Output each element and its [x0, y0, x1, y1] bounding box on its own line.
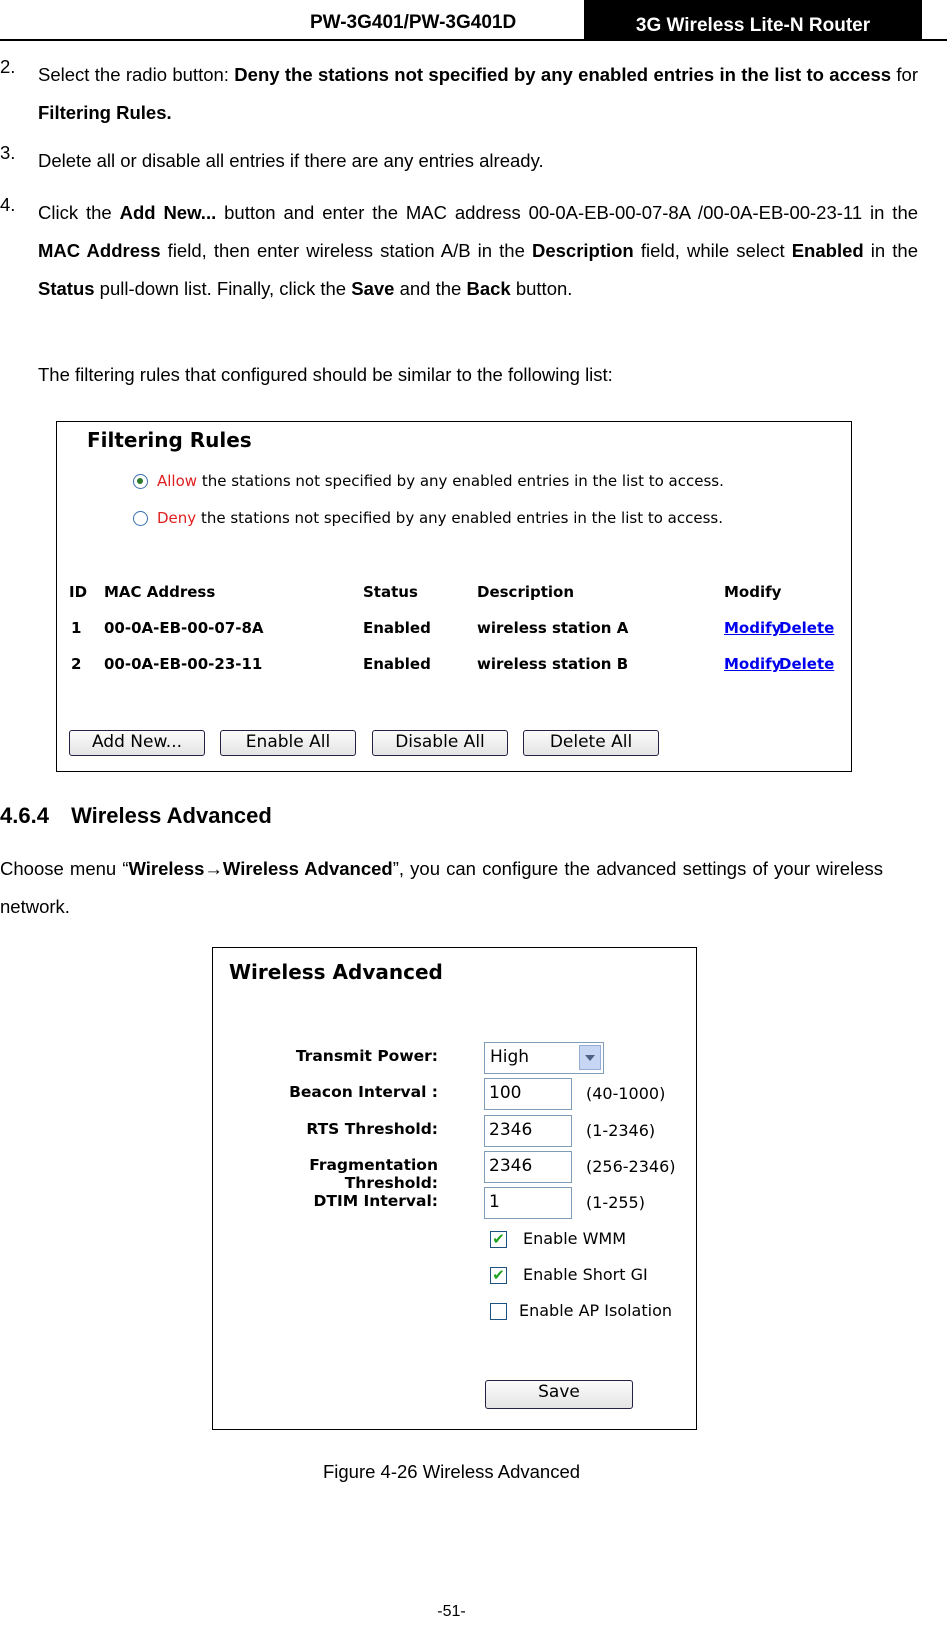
col-header-status: Status — [363, 583, 418, 601]
transmit-power-value: High — [490, 1047, 530, 1067]
deny-radio-label — [157, 509, 723, 527]
row2-status: Enabled — [363, 655, 431, 673]
step-text-part: pull-down list. Finally, click the — [94, 278, 352, 299]
chevron-down-icon[interactable] — [579, 1045, 601, 1070]
allow-word: Allow — [157, 472, 198, 490]
row1-mac: 00-0A-EB-00-07-8A — [104, 619, 264, 637]
after-steps-text: The filtering rules that configured should be similar to the following list: — [38, 364, 613, 385]
allow-rest: the stations not specified by any enabled entries in the list to access. — [197, 472, 724, 490]
fragmentation-threshold-input[interactable]: 2346 — [484, 1151, 572, 1183]
col-header-description: Description — [477, 583, 575, 601]
step-body — [38, 142, 918, 180]
step-text-part: MAC Address — [38, 240, 161, 261]
row1-modify-link[interactable]: Modify — [724, 619, 782, 637]
fragmentation-threshold-label: Fragmentation Threshold: — [309, 1156, 438, 1192]
save-button[interactable]: Save — [485, 1380, 633, 1409]
enable-short-gi-label: Enable Short GI — [523, 1265, 648, 1284]
step-body — [38, 194, 918, 308]
beacon-interval-label: Beacon Interval : — [289, 1083, 438, 1101]
section-number: 4.6.4 — [0, 803, 49, 828]
product-name: 3G Wireless Lite-N Router — [584, 0, 922, 40]
intro-paragraph — [0, 850, 883, 926]
add-new-button[interactable]: Add New... — [69, 730, 205, 756]
delete-all-button[interactable]: Delete All — [523, 730, 659, 756]
step-text-part: field, while select — [633, 240, 792, 261]
filtering-rules-title: Filtering Rules — [87, 428, 252, 452]
deny-word: Deny — [157, 509, 197, 527]
row1-status: Enabled — [363, 619, 431, 637]
enable-short-gi-checkbox[interactable]: ✔ — [490, 1267, 507, 1284]
transmit-power-select[interactable] — [484, 1042, 604, 1074]
step-text-part: Filtering Rules. — [38, 102, 172, 123]
step-text-part: button. — [510, 278, 573, 299]
enable-ap-isolation-label: Enable AP Isolation — [519, 1301, 673, 1320]
filtering-rules-panel — [56, 421, 852, 772]
rts-threshold-range: (1-2346) — [586, 1121, 656, 1140]
step-text-part: field, then enter wireless station A/B in the — [160, 240, 532, 261]
enable-all-button[interactable]: Enable All — [220, 730, 356, 756]
allow-radio-label — [157, 472, 724, 490]
beacon-interval-range: (40-1000) — [586, 1084, 666, 1103]
model-name: PW-3G401/PW-3G401D — [310, 12, 517, 33]
step-text-part: for — [891, 64, 918, 85]
step-text-part: and the — [394, 278, 467, 299]
intro-menu-1: Wireless — [128, 858, 205, 879]
page-number: -51- — [437, 1603, 466, 1620]
row1-id: 1 — [71, 619, 82, 637]
dtim-interval-input[interactable]: 1 — [484, 1187, 572, 1219]
dtim-interval-range: (1-255) — [586, 1193, 645, 1212]
dtim-interval-label: DTIM Interval: — [313, 1192, 438, 1210]
step-text-part: button and enter the MAC address 00-0A-EB-00-07-8A /00-0A-EB-00-23-11 in the — [216, 202, 919, 223]
enable-wmm-label: Enable WMM — [523, 1229, 627, 1248]
intro-arrow: → — [204, 858, 223, 879]
row1-delete-link[interactable]: Delete — [779, 619, 835, 637]
intro-post: ”, you can configure the advanced settings of your wireless network. — [0, 858, 883, 917]
row2-id: 2 — [71, 655, 82, 673]
wireless-advanced-panel — [212, 947, 697, 1430]
col-header-id: ID — [69, 583, 88, 601]
beacon-interval-input[interactable]: 100 — [484, 1078, 572, 1110]
intro-pre: Choose menu “ — [0, 858, 129, 879]
col-header-mac: MAC Address — [104, 583, 216, 601]
allow-radio[interactable] — [133, 474, 148, 489]
rts-threshold-label: RTS Threshold: — [306, 1120, 438, 1138]
fragmentation-threshold-range: (256-2346) — [586, 1157, 676, 1176]
enable-ap-isolation-checkbox[interactable] — [490, 1303, 507, 1320]
step-text-part: in the — [863, 240, 919, 261]
figure-caption: Figure 4-26 Wireless Advanced — [322, 1461, 581, 1482]
step-text-part: Deny the stations not specified by any enabled entries in the list to access — [234, 64, 892, 85]
rts-threshold-input[interactable]: 2346 — [484, 1115, 572, 1147]
section-heading — [0, 803, 272, 829]
step-text-part: Save — [351, 278, 395, 299]
row2-modify-link[interactable]: Modify — [724, 655, 782, 673]
step-number: 4. — [0, 194, 16, 215]
intro-menu-2: Wireless Advanced — [222, 858, 393, 879]
step-text-part: Add New... — [119, 202, 217, 223]
step-text-part: Enabled — [791, 240, 864, 261]
row2-mac: 00-0A-EB-00-23-11 — [104, 655, 263, 673]
deny-rest: the stations not specified by any enabled entries in the list to access. — [196, 509, 723, 527]
row2-delete-link[interactable]: Delete — [779, 655, 835, 673]
step-text-part: Delete all or disable all entries if there are any entries already. — [38, 150, 544, 171]
col-header-modify: Modify — [724, 583, 782, 601]
row2-description: wireless station B — [477, 655, 629, 673]
step-number: 2. — [0, 56, 16, 77]
step-body — [38, 56, 918, 132]
step-text-part: Click the — [38, 202, 120, 223]
step-text-part: Select the radio button: — [38, 64, 235, 85]
section-title: Wireless Advanced — [71, 803, 272, 828]
header-rule — [0, 39, 947, 41]
wireless-advanced-title: Wireless Advanced — [229, 960, 443, 984]
disable-all-button[interactable]: Disable All — [372, 730, 508, 756]
step-number: 3. — [0, 142, 16, 163]
page-header — [0, 0, 947, 40]
enable-wmm-checkbox[interactable]: ✔ — [490, 1231, 507, 1248]
step-text-part: Description — [531, 240, 634, 261]
step-text-part: Status — [38, 278, 95, 299]
step-text-part: Back — [466, 278, 511, 299]
deny-radio[interactable] — [133, 511, 148, 526]
transmit-power-label: Transmit Power: — [295, 1047, 438, 1065]
row1-description: wireless station A — [477, 619, 629, 637]
